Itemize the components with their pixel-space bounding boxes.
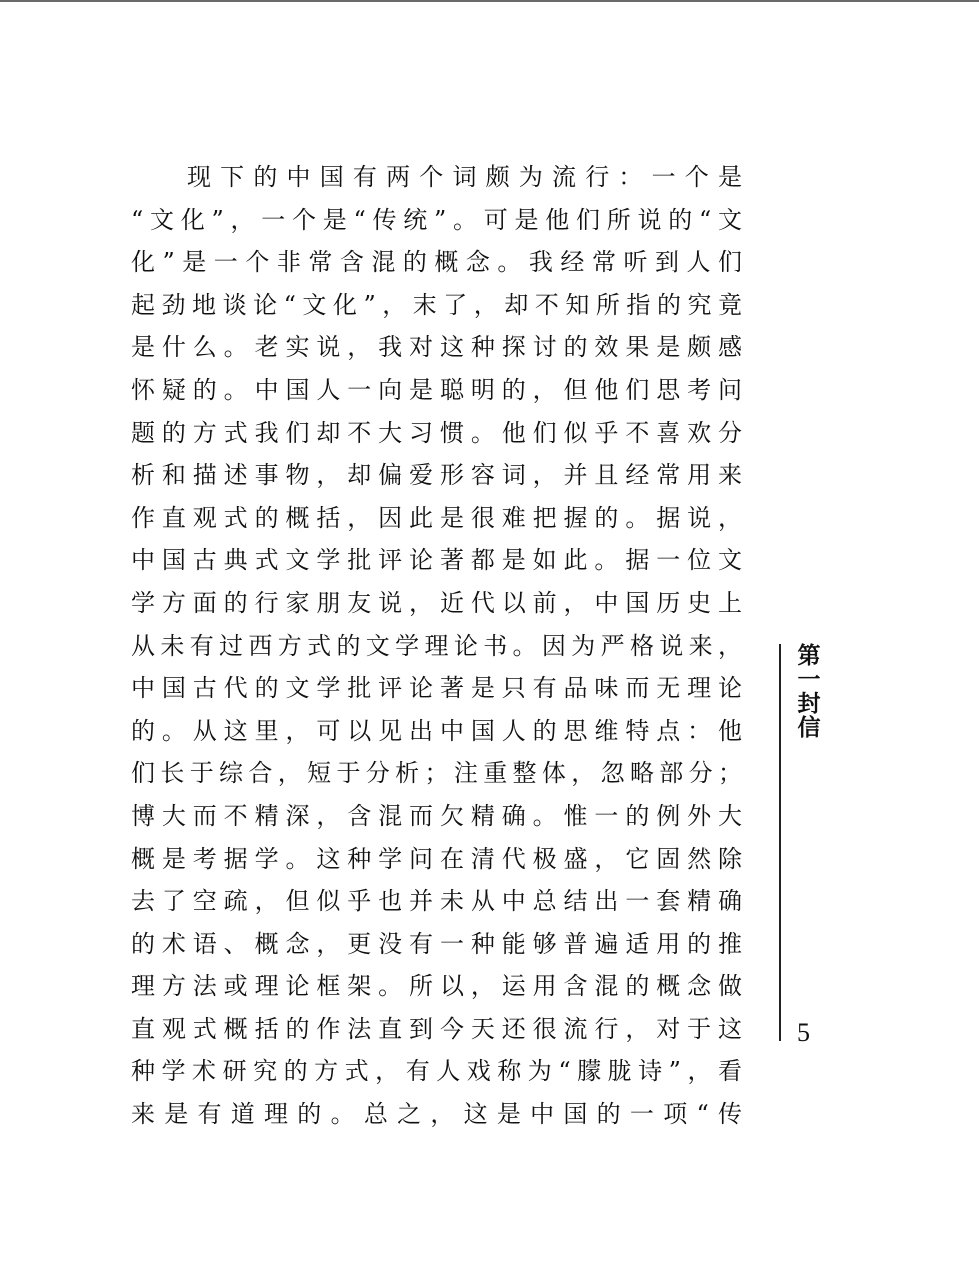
text-line: 种学术研究的方式，有人戏称为“朦胧诗”，看 — [131, 1057, 742, 1086]
text-line: 析和描述事物，却偏爱形容词，并且经常用来 — [131, 461, 742, 490]
text-line: 题的方式我们却不大习惯。他们似乎不喜欢分 — [131, 418, 742, 447]
page-number: 5 — [797, 1018, 810, 1047]
text-line: 的术语、概念，更没有一种能够普遍适用的推 — [131, 929, 742, 958]
text-line: 现下的中国有两个词颇为流行：一个是 — [187, 163, 742, 191]
text-line: 概是考据学。这种学问在清代极盛，它固然除 — [131, 844, 742, 873]
text-line: 中国古代的文学批评论著是只有品味而无理论 — [131, 674, 742, 703]
chapter-title-char: 第 — [797, 643, 821, 669]
text-line: 怀疑的。中国人一向是聪明的，但他们思考问 — [131, 375, 742, 404]
chapter-title-char: 封 — [797, 691, 821, 717]
text-line: 是什么。老实说，我对这种探讨的效果是颇感 — [131, 333, 742, 362]
text-line: 中国古典式文学批评论著都是如此。据一位文 — [131, 546, 742, 575]
text-line: 从未有过西方式的文学理论书。因为严格说来， — [131, 631, 742, 660]
text-line: 作直观式的概括，因此是很难把握的。据说， — [131, 503, 742, 532]
body-paragraph — [131, 156, 742, 1136]
text-line: 来是有道理的。总之，这是中国的一项“传 — [131, 1100, 742, 1129]
text-line: 起劲地谈论“文化”，末了，却不知所指的究竟 — [131, 290, 742, 319]
text-line: 学方面的行家朋友说，近代以前，中国历史上 — [131, 588, 742, 617]
chapter-title-char: 信 — [797, 715, 821, 741]
text-line: 们长于综合，短于分析；注重整体，忽略部分； — [131, 759, 742, 788]
top-border-rule — [0, 0, 979, 2]
text-line: “文化”，一个是“传统”。可是他们所说的“文 — [131, 205, 742, 234]
text-line: 博大而不精深，含混而欠精确。惟一的例外大 — [131, 801, 742, 830]
text-line: 直观式概括的作法直到今天还很流行，对于这 — [131, 1014, 742, 1043]
chapter-title-char: 一 — [797, 667, 821, 693]
text-line: 理方法或理论框架。所以，运用含混的概念做 — [131, 972, 742, 1001]
text-line: 去了空疏，但似乎也并未从中总结出一套精确 — [131, 887, 742, 916]
chapter-title-vertical — [792, 644, 826, 740]
text-line: 的。从这里，可以见出中国人的思维特点：他 — [131, 716, 742, 745]
text-line: 化”是一个非常含混的概念。我经常听到人们 — [131, 248, 742, 277]
sidebar-vertical-rule — [779, 644, 781, 1041]
